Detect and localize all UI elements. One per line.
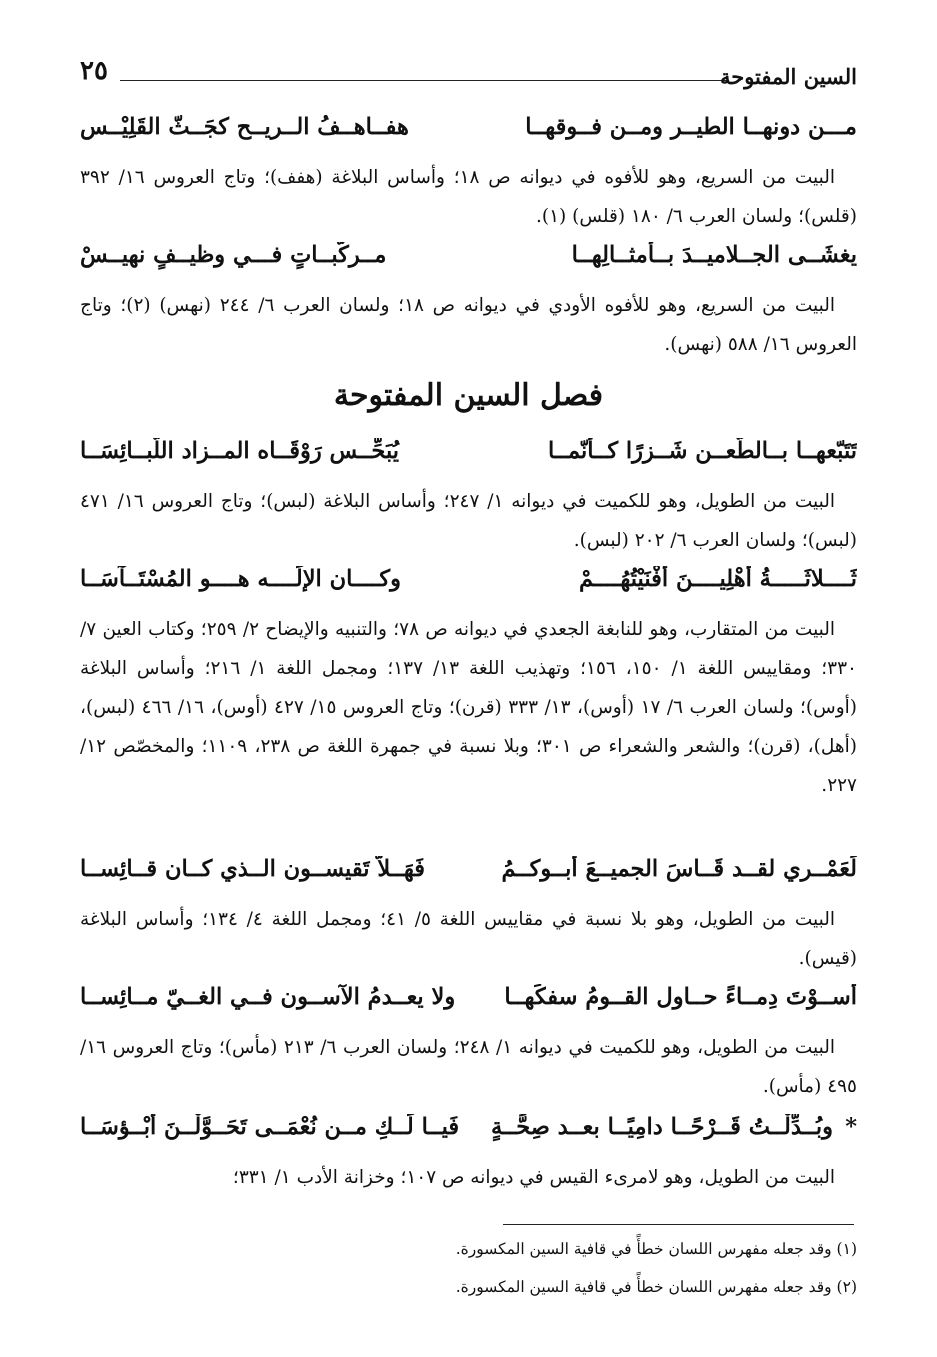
verse-note: البيت من الطويل، وهو للكميت في ديوانه ١/ ٢٤٧؛ وأساس البلاغة (لبس)؛ وتاج العروس ١٦/ ٤٧١ (لبس)؛ ولسان العرب ٦/ ٢٠٢ (لبس). (80, 491, 857, 551)
verse-note: البيت من المتقارب، وهو للنابغة الجعدي في ديوانه ص ٧٨؛ والتنبيه والإيضاح ٢/ ٢٥٩؛ وكتاب العين ٧/ ٣٣٠؛ ومقاييس اللغة ١/ ١٥٠، ١٥٦؛ وتهذيب اللغة ١٣/ ١٣٧؛ ومجمل اللغة ١/ ٢١٦؛ وأساس البلاغة (أوس)؛ ولسان العرب ٦/ ١٧ (أوس)، ١٣/ ٣٣٣ (قرن)؛ وتاج العروس ١٥/ ٤٢٧ (أوس)، ١٦/ ٤٦٦ (لبس)، (أهل)، (قرن)؛ والشعر والشعراء ص ٣٠١؛ وبلا نسبة في جمهرة اللغة ص ٢٣٨، ١١٠٩؛ والمخصّص ١٢/ ٢٢٧. (80, 619, 857, 796)
page-number: ٢٥ (80, 56, 108, 86)
second-hemistich: مــركّبــاتٍ فـــي وظيــفٍ نهيــسْ (80, 242, 387, 268)
second-hemistich: يُبَحِّــس رَوْقَــاه المــزاد اللَّبــائِسَــا (80, 438, 399, 464)
header-rule (120, 80, 729, 81)
second-hemistich: هفــاهــفُ الــريــح كجَــثّ القَلِيْــس (80, 114, 409, 140)
verse-line (80, 984, 857, 1024)
verse-line (80, 242, 857, 282)
first-hemistich: تَتَبّعهــا بــالطّعــن شَــزرًا كــأنّمــا (547, 438, 857, 464)
first-hemistich: أَســوْتَ دِمــاءً حــاول القــومُ سفكَهــا (504, 984, 857, 1010)
running-title: السين المفتوحة (719, 64, 857, 89)
verse-line (80, 438, 857, 478)
first-hemistich: لَعَمْــري لقــد قَــاسَ الجميــعَ أبــوكــمُ (501, 856, 857, 882)
page-header (80, 56, 857, 92)
second-hemistich: فَهَــلاّ تَقيســون الــذي كــان قــائِســا (80, 856, 426, 882)
footnote: (٢) وقد جعله مفهرس اللسان خطأً في قافية السين المكسورة. (455, 1278, 857, 1296)
verse-line (80, 856, 857, 896)
verse-note: البيت من السريع، وهو للأفوه في ديوانه ص ١٨؛ وأساس البلاغة (هفف)؛ وتاج العروس ١٦/ ٣٩٢ (قلس)؛ ولسان العرب ٦/ ١٨٠ (قلس) (١). (80, 167, 857, 227)
second-hemistich: فَيــا لَــكِ مــن نُعْمَــى تَحَــوَّلْــنَ أَبْــؤسَــا (80, 1114, 460, 1140)
verse-line (80, 114, 857, 154)
verse-line (80, 566, 857, 606)
second-hemistich: ولا يعــدمُ الآســون فــي الغــيّ مــائِســا (80, 984, 456, 1010)
second-hemistich: وكــــان الإلَــــه هــــو المُسْتَــآسَــا (80, 566, 401, 592)
first-hemistich: يغشَــى الجــلاميــدَ بــأمثــالِهــا (571, 242, 857, 268)
verse-note: البيت من السريع، وهو للأفوه الأودي في ديوانه ص ١٨؛ ولسان العرب ٦/ ٢٤٤ (نهس) (٢)؛ وتاج العروس ١٦/ ٥٨٨ (نهس). (80, 295, 857, 355)
first-hemistich: وبُــدِّلْــتُ قَــرْحًــا دامِيًــا بعــد صِحَّــةٍ (490, 1114, 833, 1140)
first-hemistich: ثَــــلاثَـــــةُ أَهْلِيــــنَ أَفْنَيْتُهُــــمْ (579, 566, 857, 592)
first-hemistich: مـــن دونهــا الطيــر ومــن فــوقهــا (525, 114, 857, 140)
verse-note: البيت من الطويل، وهو لامرىء القيس في ديوانه ص ١٠٧؛ وخزانة الأدب ١/ ٣٣١؛ (232, 1167, 835, 1188)
asterisk-marker: * (845, 1114, 857, 1140)
footnote: (١) وقد جعله مفهرس اللسان خطأً في قافية السين المكسورة. (455, 1240, 857, 1258)
footnote-rule (503, 1224, 854, 1225)
verse-note: البيت من الطويل، وهو للكميت في ديوانه ١/ ٢٤٨؛ ولسان العرب ٦/ ٢١٣ (مأس)؛ وتاج العروس ١٦/ ٤٩٥ (مأس). (80, 1037, 857, 1097)
verse-note: البيت من الطويل، وهو بلا نسبة في مقاييس اللغة ٥/ ٤١؛ ومجمل اللغة ٤/ ١٣٤؛ وأساس البلاغة (قيس). (80, 909, 857, 969)
verse-line (80, 1114, 857, 1154)
section-title: فصل السين المفتوحة (333, 378, 604, 413)
